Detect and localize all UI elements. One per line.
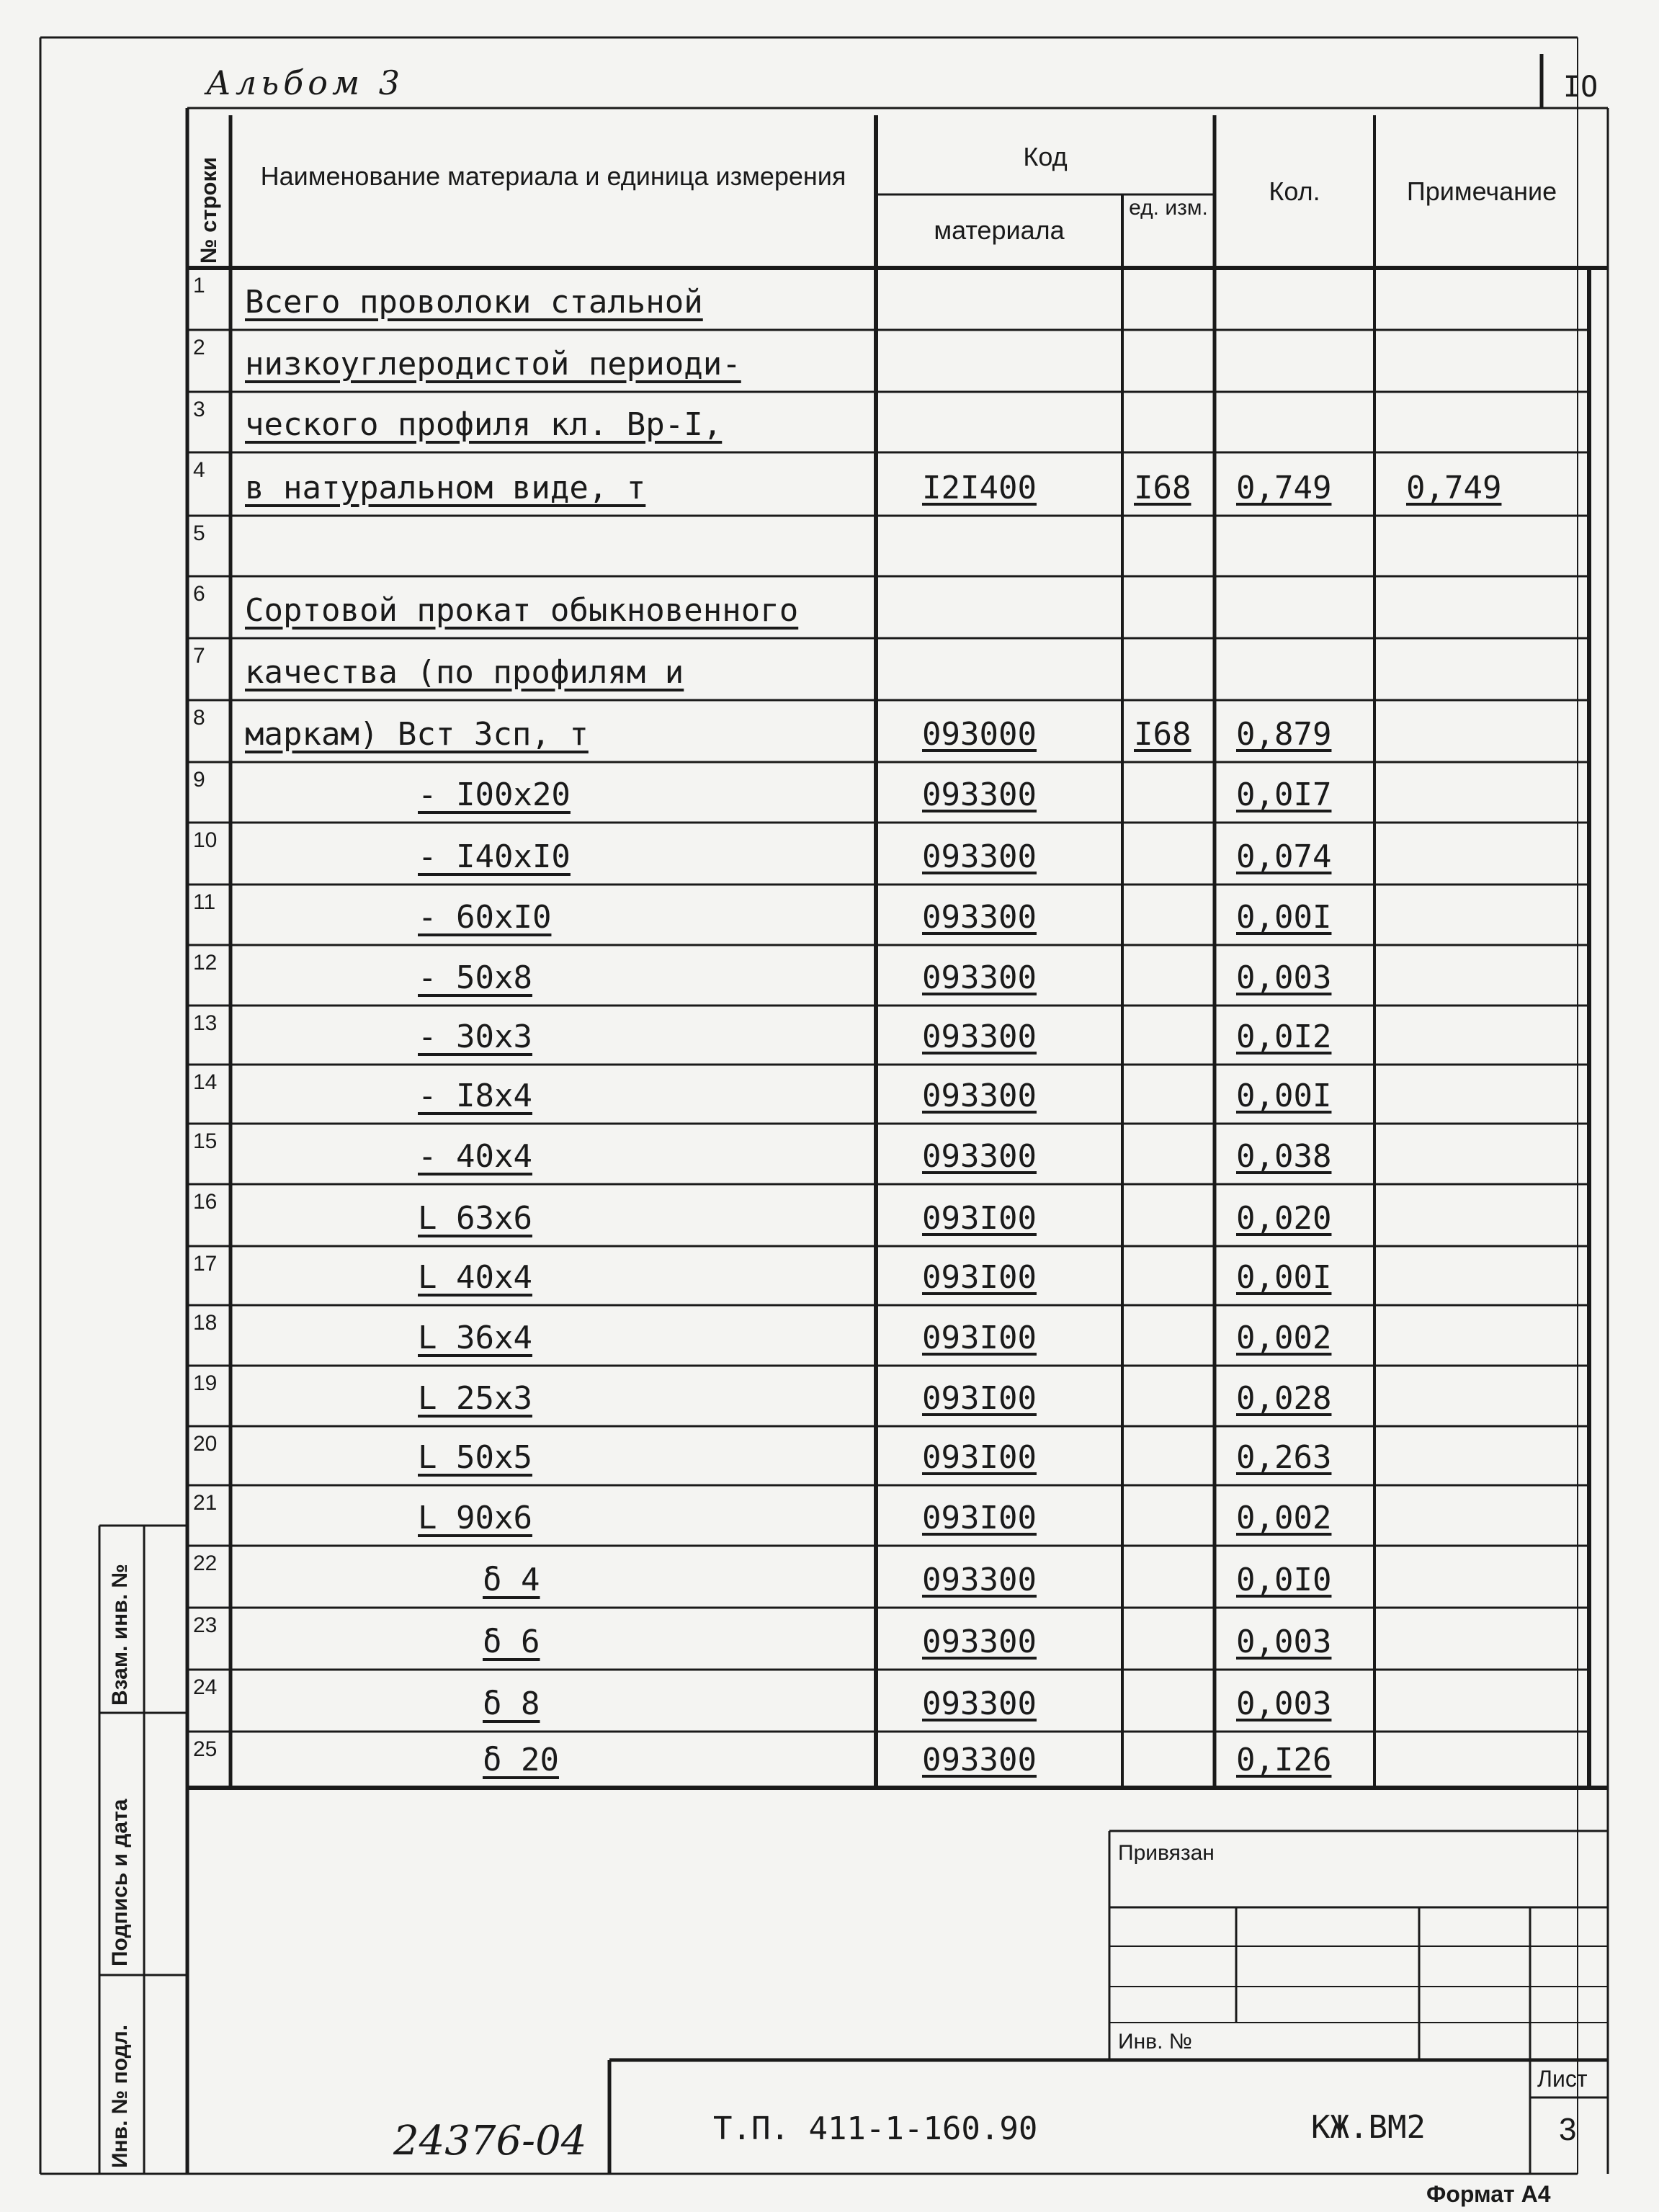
row-number: 17	[193, 1252, 218, 1276]
stamp-vzam-inv: Взам. инв. №	[108, 1564, 132, 1706]
row-number: 6	[193, 582, 205, 606]
album-title: Альбом 3	[206, 63, 404, 102]
row-number: 7	[193, 644, 205, 668]
material-name: L 25x3	[418, 1380, 532, 1417]
header-name: Наименование материала и единица измерения	[260, 161, 846, 191]
row-number: 5	[193, 521, 205, 545]
quantity: 0,020	[1236, 1200, 1332, 1237]
material-name: δ 20	[483, 1742, 559, 1778]
material-name: низкоуглеродистой периоди-	[245, 346, 741, 382]
row-number: 2	[193, 336, 205, 359]
material-name: Сортовой прокат обыкновенного	[245, 592, 799, 629]
row-number: 20	[193, 1432, 218, 1456]
material-name: δ 4	[483, 1562, 540, 1598]
row-number: 24	[193, 1675, 218, 1699]
row-number: 23	[193, 1613, 218, 1637]
material-name: - 40x4	[418, 1138, 532, 1175]
material-code: 093300	[922, 899, 1037, 936]
header-code: Код	[1023, 142, 1068, 171]
material-code: 093300	[922, 1624, 1037, 1660]
material-name: δ 6	[483, 1624, 540, 1660]
quantity: 0,0I7	[1236, 776, 1332, 813]
quantity: 0,0I2	[1236, 1018, 1332, 1055]
material-name: - I00x20	[418, 776, 571, 813]
unit-code: I68	[1134, 716, 1191, 753]
title-project: Т.П. 411-1-160.90	[713, 2110, 1038, 2147]
header-row-number: № строки	[196, 156, 221, 264]
material-name: маркам) Вст 3сп, т	[245, 716, 589, 753]
row-number: 1	[193, 274, 205, 297]
quantity: 0,002	[1236, 1320, 1332, 1356]
material-code: 093300	[922, 1685, 1037, 1722]
quantity: 0,074	[1236, 838, 1332, 875]
material-code: 093300	[922, 776, 1037, 813]
stamp-podpis: Подпись и дата	[108, 1799, 132, 1966]
material-code: 093300	[922, 838, 1037, 875]
unit-code: I68	[1134, 470, 1191, 506]
title-list-number: 3	[1559, 2112, 1577, 2147]
material-code: 093I00	[922, 1259, 1037, 1296]
quantity: 0,028	[1236, 1380, 1332, 1417]
quantity: 0,003	[1236, 1685, 1332, 1722]
quantity: 0,038	[1236, 1138, 1332, 1175]
material-code: 093300	[922, 1562, 1037, 1598]
handwritten-inv-number: 24376-04	[393, 2118, 587, 2164]
material-name: - I40xI0	[418, 838, 571, 875]
row-number: 8	[193, 706, 205, 730]
material-name: Всего проволоки стальной	[245, 284, 703, 321]
row-number: 3	[193, 398, 205, 421]
material-code: 093300	[922, 1742, 1037, 1778]
quantity: 0,749	[1236, 470, 1332, 506]
material-code: 093I00	[922, 1500, 1037, 1536]
stamp-inv-podl: Инв. № подл.	[108, 2024, 132, 2168]
title-inv-no: Инв. №	[1118, 2030, 1192, 2054]
material-name: в натуральном виде, т	[245, 470, 646, 506]
material-name: L 90x6	[418, 1500, 532, 1536]
note: 0,749	[1406, 470, 1502, 506]
row-number: 16	[193, 1190, 218, 1214]
row-number: 18	[193, 1311, 218, 1335]
material-name: - 50x8	[418, 959, 532, 996]
row-number: 9	[193, 768, 205, 792]
row-number: 13	[193, 1011, 218, 1035]
material-code: 093I00	[922, 1439, 1037, 1476]
material-code: 093300	[922, 1078, 1037, 1114]
footer-format: Формат А4	[1426, 2181, 1551, 2207]
quantity: 0,0I0	[1236, 1562, 1332, 1598]
quantity: 0,003	[1236, 959, 1332, 996]
row-number: 12	[193, 951, 218, 975]
material-code: I2I400	[922, 470, 1037, 506]
row-number: 11	[193, 890, 216, 914]
material-name: ческого профиля кл. Вр-I,	[245, 406, 723, 443]
quantity: 0,003	[1236, 1624, 1332, 1660]
material-name: L 36x4	[418, 1320, 532, 1356]
header-note: Примечание	[1406, 176, 1557, 206]
row-number: 22	[193, 1551, 218, 1575]
material-code: 093I00	[922, 1380, 1037, 1417]
material-name: - 30x3	[418, 1018, 532, 1055]
quantity: 0,879	[1236, 716, 1332, 753]
material-name: качества (по профилям и	[245, 654, 684, 691]
quantity: 0,00I	[1236, 1259, 1332, 1296]
row-number: 25	[193, 1737, 218, 1761]
material-name: δ 8	[483, 1685, 540, 1722]
title-privyazan: Привязан	[1118, 1841, 1215, 1865]
row-number: 4	[193, 458, 205, 482]
row-number: 14	[193, 1070, 218, 1094]
row-number: 15	[193, 1129, 218, 1153]
material-code: 093300	[922, 1138, 1037, 1175]
quantity: 0,263	[1236, 1439, 1332, 1476]
material-code: 093I00	[922, 1200, 1037, 1237]
material-name: - 60xI0	[418, 899, 552, 936]
row-number: 10	[193, 828, 218, 852]
quantity: 0,I26	[1236, 1742, 1332, 1778]
material-code: 093000	[922, 716, 1037, 753]
material-code: 093300	[922, 959, 1037, 996]
header-code-unit: ед. изм.	[1129, 196, 1208, 220]
header-quantity: Кол.	[1269, 176, 1320, 206]
header-code-material: материала	[934, 215, 1065, 245]
quantity: 0,00I	[1236, 899, 1332, 936]
material-code: 093I00	[922, 1320, 1037, 1356]
row-number: 19	[193, 1371, 218, 1395]
title-doc-code: КЖ.ВМ2	[1311, 2109, 1426, 2146]
row-number: 21	[193, 1491, 218, 1515]
material-name: L 40x4	[418, 1259, 532, 1296]
material-name: L 63x6	[418, 1200, 532, 1237]
title-list-label: Лист	[1537, 2066, 1588, 2092]
quantity: 0,00I	[1236, 1078, 1332, 1114]
material-code: 093300	[922, 1018, 1037, 1055]
material-name: - I8x4	[418, 1078, 532, 1114]
material-name: L 50x5	[418, 1439, 532, 1476]
quantity: 0,002	[1236, 1500, 1332, 1536]
page-number: IO	[1563, 71, 1598, 104]
